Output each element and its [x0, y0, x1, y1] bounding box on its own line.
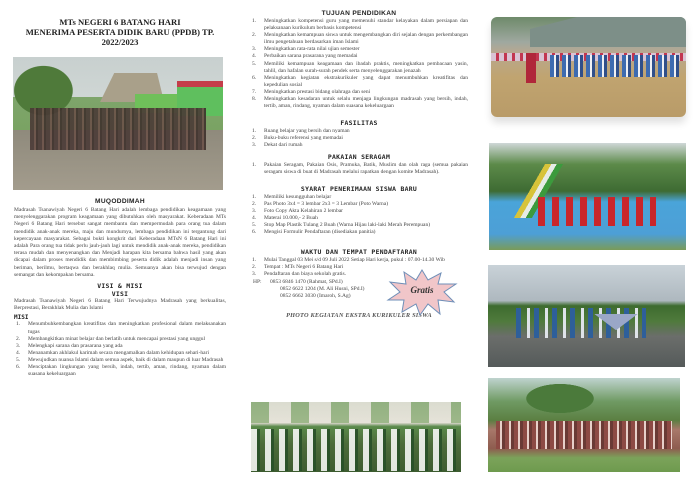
contact-2: 0852 6622 1204 (M. Ali Husni, SPd.I)	[280, 285, 365, 292]
misi-item: 3. Melengkapi sarana dan prasarana yang ada	[16, 342, 123, 349]
scouts-group-photo	[488, 378, 680, 472]
brochure-panel-right	[480, 0, 700, 496]
pakaian-item: 1. Pakaian Seragam, Pakaian Osis, Pramuka, Batik, Muslim dan olah raga (semua pakaian seragam siswa di buat di Madrasah melalui rapatkan dengan komite Madrasah).	[252, 161, 468, 175]
misi-item: 6. Menciptakan lingkungan yang bersih, indah, tertib, aman, rindang, nyaman dalam suasana kekeluargaan	[16, 364, 226, 378]
waktu-item: 2. Tempat : MTs Negeri 6 Batang Hari	[252, 264, 344, 271]
fasilitas-item: 2. Buku-buku referensi yang memadai	[252, 135, 343, 142]
misi-item: 1. Menumbuhkembangkan kreatifitas dan meningkatkan profesional dalam melaksanakan tugas	[16, 321, 226, 335]
gratis-text: Gratis	[410, 285, 434, 296]
syarat-item: 3. Foto Copy Akta Kelahiran 2 lembar	[252, 207, 343, 214]
tujuan-item: 3. Meningkatkan rata-rata nilai ujian semester	[252, 46, 360, 53]
fasilitas-heading: FASILITAS	[340, 119, 378, 128]
tujuan-item: 5. Memiliki kemampuan keagamaan dan ibadah praktis, meningkatkan pembacaan yasin, tahlil, dan hafalan surah-surah pendek serta menyelenggarakan jenazah	[252, 60, 468, 74]
muqoddimah-heading: MUQODDIMAH	[95, 198, 145, 205]
misi-item: 5. Mewujudkan nuansa Islami dalam semua aspek, baik di dalam maupun di luar Madrasah	[16, 356, 224, 363]
photo-caption: PHOTO KEGIATAN EKSTRA KURIKULER SISWA	[286, 311, 432, 319]
syarat-item: 1. Memiliki kesungguhan belajar	[252, 193, 332, 200]
syarat-item: 5. Stop Map Plastik Tulang 2 Buah (Warna Hijau laki-laki Merah Perempuan)	[252, 222, 431, 229]
brochure-panel-left	[0, 0, 240, 496]
contact-3: 0852 6662 3030 (Imaroh, S.Ag)	[280, 292, 351, 299]
tujuan-item: 7. Meningkatkan prestasi bidang olahraga dan seni	[252, 88, 371, 95]
tujuan-list	[250, 18, 468, 110]
tujuan-heading: TUJUAN PENDIDIKAN	[321, 10, 397, 17]
drum-band-photo	[491, 17, 686, 117]
tujuan-item: 2. Meningkatkan kemampuan siswa untuk mengembangkan diri sejalan dengan perkembangan ilmu pengetahuan berdasarkan iman Islami	[252, 32, 468, 46]
waktu-item: 1. Mulai Tanggal 03 Mei s/d 09 Juli 2022 Setiap Hari kerja, pukul : 07.00-14.30 Wib	[252, 257, 445, 264]
fasilitas-item: 3. Dekat dari rumah	[252, 142, 303, 149]
muqoddimah-text: Madrasah Tsanawiyah Negeri 6 Batang Hari adalah lembaga pendidikan keagamaan yang menyelenggarakan program keagamaan yang dibutuhkan oleh masyarakat. Keberadaan MTs Negeri 6 Batang Hari tersebut sangat membantu dan mempermudah para orang tua dalam mendidik anak-anak mereka, maju dan mundurnya, lembaga pendidikan ini tergantung dari kepercayaan masyarakat. Sebagai bukti kongkrit dari Keberadaan MTsN 6 Batang Hari ini adalah Para orang tua tidak perlu jauh-jauh lagi untuk mendidik anak-anak mereka, pendidikan terasa mudah dan menyenangkan dan Menjadi harapan kita bersama bahwa hasil yang akan dicapai dalam proses mendidik dan membimbing peserta didik adalah menjadi insan yang beriman, berilmu, bertaqwa dan berakhlaq mulia. Semuanya akan bisa terwujud dengan semangat dan kekompakan bersama.	[14, 207, 226, 278]
fasilitas-item: 1. Ruang belajar yang bersih dan nyaman	[252, 128, 350, 135]
title-line-1: MTs NEGERI 6 BATANG HARI	[59, 17, 181, 27]
tujuan-item: 4. Perbaikan sarana prasarana yang memadai	[252, 53, 358, 60]
fasilitas-list	[250, 128, 468, 149]
misi-item: 2. Membangkitkan minat belajar dan berlatih untuk mencapai prestasi yang unggul	[16, 335, 206, 342]
traditional-dance-photo	[489, 143, 686, 250]
misi-list	[14, 321, 226, 378]
waktu-heading: WAKTU DAN TEMPAT PENDAFTARAN	[300, 248, 418, 257]
pakaian-list	[250, 162, 468, 176]
misi-item: 4. Menanamkan akhlakul karimah secara mengamalkan dalam kehidupan sehari-hari	[16, 349, 209, 356]
students-activity-photo	[251, 402, 461, 472]
syarat-heading: SYARAT PENERIMAAN SISWA BARU	[300, 184, 418, 193]
brochure-panel-middle	[240, 0, 480, 496]
waktu-item: 3. Pendaftaran dan biaya sekolah gratis.	[252, 271, 347, 278]
gratis-badge	[386, 268, 458, 316]
syarat-item: 4. Materai 10.000,- 2 Buah	[252, 214, 318, 221]
title-line-3: 2022/2023	[101, 37, 139, 47]
tujuan-item: 8. Meningkatkan kesadaran untuk selalu menjaga lingkungan madrasah yang bersih, indah, tertib, aman, rindang, nyaman dalam suasana kekeluargaan	[252, 96, 468, 110]
tujuan-item: 1. Meningkatkan kompetensi guru yang memenuhi standar kelayakan dalam persiapan dan pelaksanaan kurikulum berbasis kompetensi	[252, 18, 468, 32]
syarat-item: 2. Pas Photo 3x4 = 3 lembar 2x3 = 3 Lembar (Poto Warna)	[252, 200, 389, 207]
syarat-list	[250, 194, 468, 237]
contact-1: 0853 6846 1470 (Rahmat, SPd.I)	[270, 278, 343, 285]
visi-misi-heading: VISI & MISI	[97, 282, 143, 291]
teachers-group	[30, 108, 206, 151]
visi-text: Madrasah Tsanawiyah Negeri 6 Batang Hari Terwujudnya Madrasah yang berkualitas, Berprestasi, Berakhlak Mulia dan Islami	[14, 298, 226, 312]
marching-band-photo	[488, 265, 685, 367]
hp-label: HP:	[253, 278, 262, 285]
visi-heading: VISI	[111, 290, 129, 299]
misi-heading: MISI	[14, 314, 29, 322]
tujuan-item: 6. Meningkatkan kegiatan ekstrakurikuler yang dapat menumbuhkan kreatifitas dan kepedulian sosial	[252, 74, 468, 88]
title-line-2: MENERIMA PESERTA DIDIK BARU (PPDB) TP.	[25, 27, 215, 37]
teachers-group-photo	[13, 57, 223, 190]
brochure-title	[15, 17, 225, 47]
pakaian-heading: PAKAIAN SERAGAM	[327, 152, 391, 161]
syarat-item: 6. Mengisi Formulir Pendaftaran (disediakan panitia)	[252, 229, 376, 236]
